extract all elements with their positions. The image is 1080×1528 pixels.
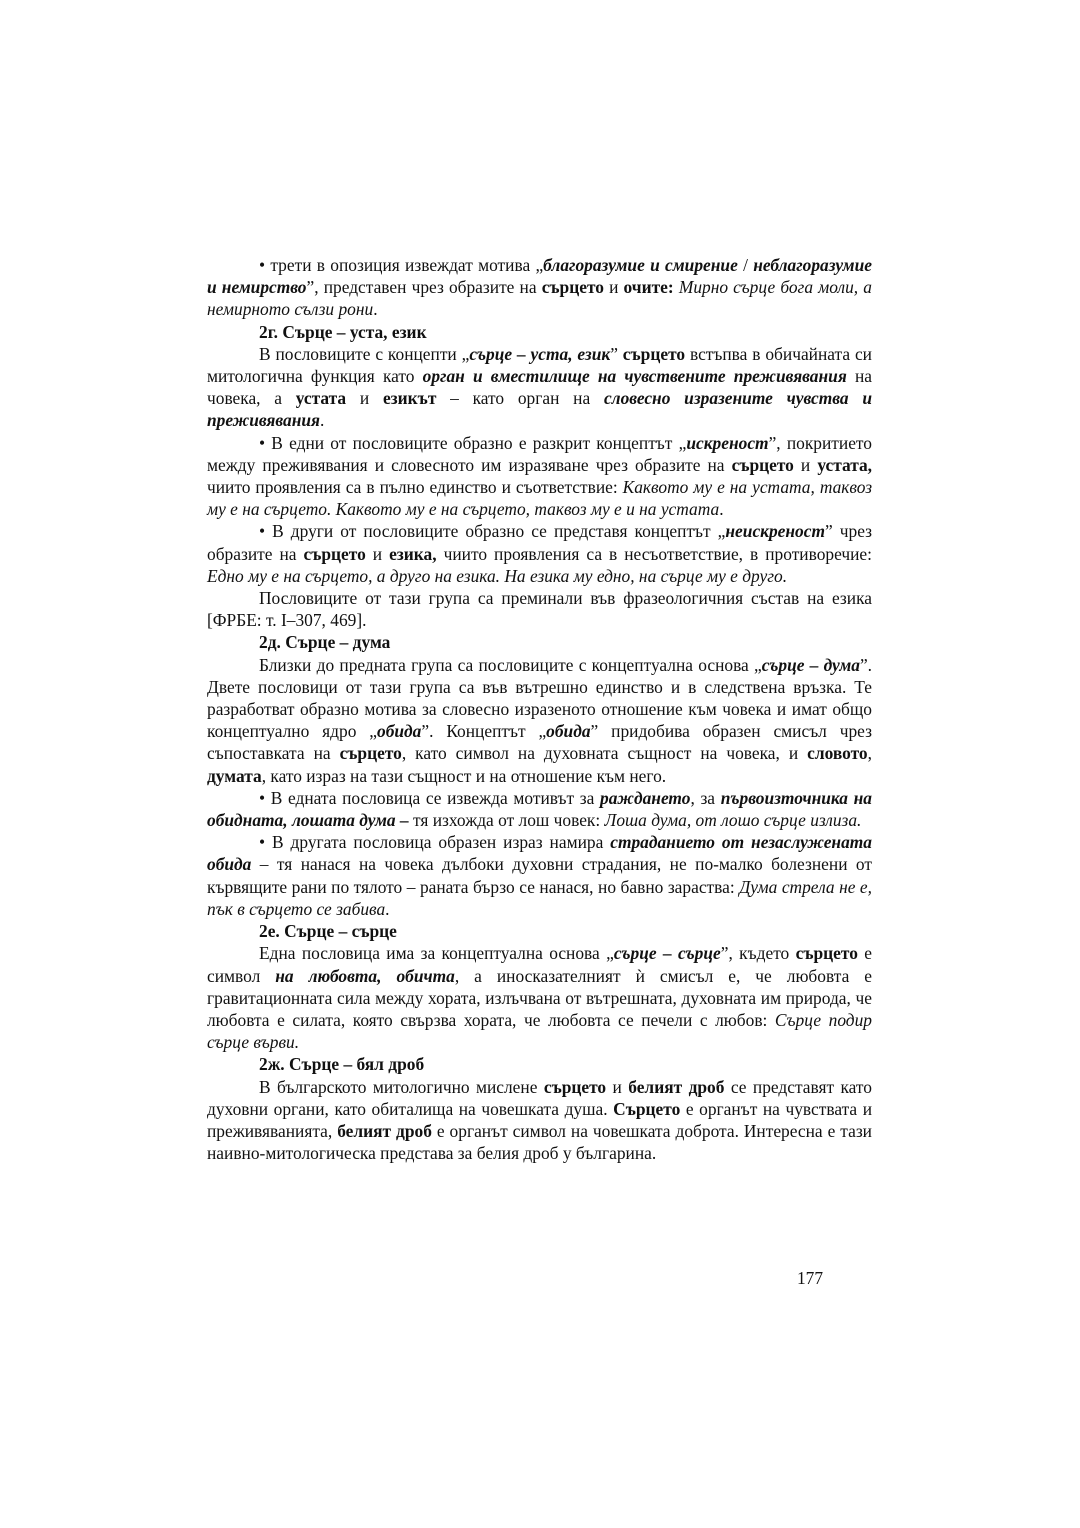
text-run: Дума стрела не е, пък в сърцето се забива (207, 876, 873, 919)
text-run: устата, (817, 454, 872, 475)
paragraph (207, 1076, 872, 1165)
text-run: . (373, 299, 378, 320)
text-run: , (867, 743, 872, 764)
section-heading (207, 1053, 872, 1075)
body-text (207, 254, 872, 1164)
text-run: . (719, 499, 724, 520)
text-run: Сърцето (613, 1098, 681, 1119)
text-run: , а иносказателният ѝ смисъл е, че любовта е гравитационната сила между хората, излъчвана от вътрешната, духовната им природа, че любовта е силата, която свързва хората, че любовта се печели с любов: (207, 965, 872, 1030)
text-run: езикът (382, 388, 437, 409)
text-run: • В едната пословица се извежда мотивът за (259, 787, 601, 808)
text-run: Каквото му е на устата, таквоз му е на сърцето. Каквото му е на сърцето, таквоз му е и на устата (207, 477, 872, 520)
text-run: , като израз на тази същност и на отношение към него. (261, 765, 667, 786)
text-run: • В другата пословица образен израз намира (259, 832, 611, 853)
text-run: обида (546, 721, 591, 742)
text-run: Една пословица има за концептуална основа „ (259, 943, 614, 964)
text-run: В българското митологично мислене (259, 1076, 544, 1097)
text-run: 2г. Сърце – уста, език (259, 321, 427, 342)
text-run: • В едни от пословиците образно е разкрит концептът „ (259, 432, 687, 453)
text-run: . (385, 898, 390, 919)
text-run: ”, където (720, 943, 796, 964)
text-run: сърцето (731, 454, 794, 475)
text-run: страданието от незаслужената обида (207, 832, 872, 875)
text-run: ”, представен чрез образите на (306, 277, 542, 298)
text-run: / (737, 255, 754, 275)
text-run: белият дроб (628, 1076, 725, 1097)
text-run: сърцето (543, 1076, 607, 1097)
text-run: е органът символ на човешката доброта. Интересна е тази наивно-митологическа представа за белия дроб у българина. (207, 1120, 872, 1164)
text-run: Едно му е на сърцето, а друго на езика. На езика му едно, на сърце му е друго. (207, 565, 788, 586)
text-run: сърцето (795, 943, 858, 964)
section-heading (207, 631, 872, 653)
text-run: – тя нанася на човека дълбоки духовни страдания, не по-малко болезнени от кървящите рани по тялото – раната бързо се нанася, но бавно зараства: (207, 854, 872, 897)
text-run: и (346, 388, 383, 409)
text-run: 2ж. Сърце – бял дроб (259, 1054, 425, 1075)
text-run: първоизточника на обидната, лошата дума – (207, 787, 872, 831)
text-run: сърцето (339, 743, 402, 764)
text-run: ” (610, 343, 623, 364)
text-run: , като символ на духовната същност на човека, и (401, 743, 808, 764)
text-run: Сърце подир сърце върви. (207, 1009, 872, 1053)
text-run: устата (295, 388, 347, 409)
page-number: 177 (796, 1268, 824, 1288)
text-run: – като орган на (436, 388, 604, 409)
text-run: се представят като духовни органи, като обиталища на човешката душа. (207, 1076, 872, 1119)
paragraph (207, 787, 872, 831)
text-run: сърце – уста, език (469, 343, 611, 364)
text-run: благоразумие и смирение (543, 255, 738, 275)
paragraph (207, 587, 872, 631)
text-run: 2д. Сърце – дума (259, 632, 391, 653)
text-run: В пословиците с концепти „ (259, 343, 470, 364)
text-run: неискреност (725, 521, 825, 542)
text-run: и (793, 454, 818, 475)
text-run: езика, (389, 543, 437, 564)
text-run: искреност (686, 432, 769, 453)
text-run: на любовта, обичта (275, 965, 455, 986)
text-run: и (365, 543, 390, 564)
paragraph (207, 520, 872, 587)
paragraph (207, 432, 872, 521)
text-run: чиито проявления са в пълно единство и съответствие: (207, 477, 623, 498)
text-run: сърцето (541, 277, 604, 298)
text-run: чиито проявления са в несъответствие, в противоречие: (436, 543, 872, 564)
text-run: • В други от пословиците образно се представя концептът „ (259, 521, 726, 542)
text-run: Близки до предната група са пословиците с концептуална основа „ (259, 654, 762, 675)
text-run: сърце – сърце (613, 943, 721, 964)
text-run: 2е. Сърце – сърце (259, 921, 397, 942)
text-run: Лоша дума, от лошо сърце излиза. (604, 810, 862, 831)
text-run: словото (807, 743, 868, 764)
text-run: ”. Двете пословици от тази група са във вътрешно единство и в следствена връзка. Те разработват образно мотива за словесно изразеното отношение към човека и имат общо концептуално ядро „ (207, 654, 873, 742)
text-run: раждането (600, 787, 691, 808)
paragraph (207, 343, 872, 432)
text-run: и (603, 277, 624, 298)
text-run: е органът на чувствата и преживяванията, (207, 1098, 872, 1141)
text-run: думата (207, 765, 262, 786)
paragraph (207, 654, 872, 787)
paragraph (207, 942, 872, 1053)
text-run: словесно изразените чувства и преживявания (207, 388, 873, 431)
text-run: ” придобива образен смисъл чрез съпоставката на (207, 721, 872, 764)
text-run: сърцето (303, 543, 366, 564)
text-run: Пословиците от тази група са преминали във фразеологичния състав на езика [ФРБЕ: т. I–307, 469]. (207, 588, 872, 631)
section-heading (207, 920, 872, 942)
text-run: сърце – дума (761, 654, 860, 675)
text-run: . (320, 410, 325, 431)
paragraph (207, 254, 872, 321)
text-run: очите: (623, 277, 674, 298)
text-run: орган и вместилище на чувствените преживявания (422, 366, 847, 387)
text-run: обида (377, 721, 422, 742)
text-run: • трети в опозиция извеждат мотива „ (259, 255, 544, 275)
text-run: Мирно сърце бога моли, а немирното сълзи рони (207, 277, 872, 320)
text-run: , за (690, 787, 721, 808)
text-run: сърцето (622, 343, 686, 364)
text-run: ”. Концептът „ (421, 721, 547, 742)
text-run: ” чрез образите на (207, 521, 873, 564)
text-run: белият дроб (337, 1120, 432, 1141)
text-run: е символ (207, 943, 872, 986)
text-run: на човека, а (207, 366, 872, 409)
text-run: и (606, 1076, 629, 1097)
text-run: ”, покритието между преживявания и словесното им изразяване чрез образите на (207, 432, 872, 475)
section-heading (207, 321, 872, 343)
text-run: неблагоразумие и немирство (207, 255, 872, 298)
paragraph (207, 831, 872, 920)
text-run: встъпва в обичайната си митологична функция като (207, 343, 872, 387)
text-run: тя изхожда от лош човек: (408, 810, 605, 831)
